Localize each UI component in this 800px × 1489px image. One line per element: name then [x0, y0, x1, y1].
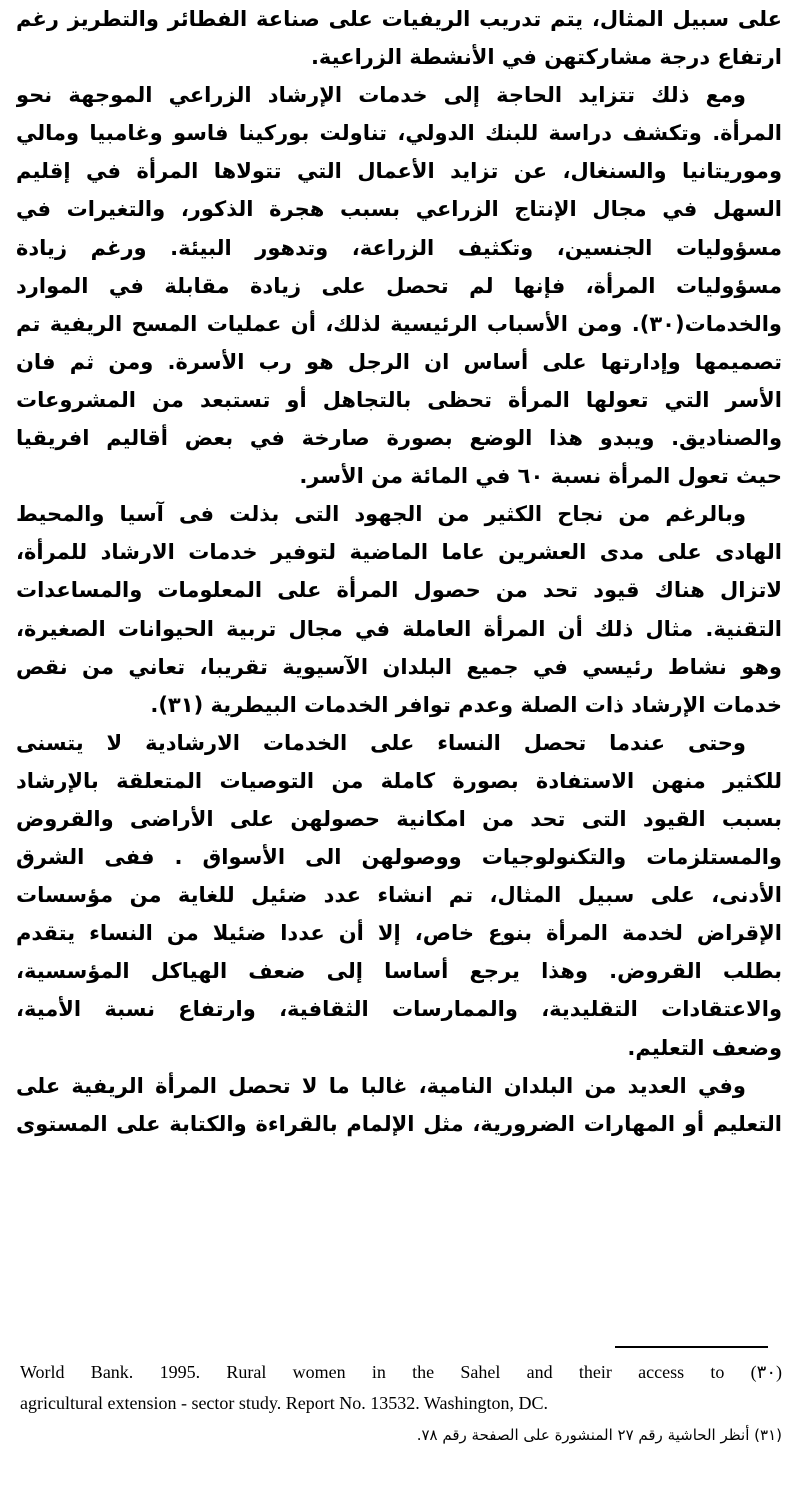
text-line: وموريتانيا والسنغال، عن تزايد الأعمال التي تتولاها المرأة في إقليم — [16, 159, 782, 184]
text-line: السهل في مجال الإنتاج الزراعي بسبب هجرة الذكور، والتغيرات في — [16, 197, 782, 222]
text-line: التعليم أو المهارات الضرورية، مثل الإلمام بالقراءة والكتابة على المستوى — [16, 1111, 782, 1136]
text-line: الأسر التي تعولها المرأة تحظى بالتجاهل أو تستبعد من المشروعات — [16, 387, 782, 412]
text-line: حيث تعول المرأة نسبة ٦٠ في المائة من الأسر. — [299, 464, 782, 489]
body-text — [16, 0, 782, 1143]
footnote-31: (٣١) أنظر الحاشية رقم ٢٧ المنشورة على الصفحة رقم ٧٨. — [416, 1426, 782, 1444]
text-line: الأدنى، على سبيل المثال، تم انشاء عدد ضئيل للغاية من مؤسسات — [16, 883, 782, 908]
text-line: الهادى على مدى العشرين عاما الماضية لتوفير خدمات الارشاد للمرأة، — [16, 540, 782, 565]
text-line: للكثير منهن الاستفادة بصورة كاملة من التوصيات المتعلقة بالإرشاد — [16, 768, 782, 793]
footnote-30-line-2: agricultural extension - sector study. Report No. 13532. Washington, DC. — [20, 1393, 548, 1413]
text-line: والخدمات(٣٠). ومن الأسباب الرئيسية لذلك، أن عمليات المسح الريفية تم — [16, 311, 782, 336]
text-line: وحتى عندما تحصل النساء على الخدمات الارشادية لا يتسنى — [16, 730, 746, 755]
text-line: تصميمها وإدارتها على أساس ان الرجل هو رب الأسرة. ومن ثم فان — [16, 349, 782, 374]
text-line: ومع ذلك تتزايد الحاجة إلى خدمات الإرشاد الزراعي الموجهة نحو — [16, 83, 746, 108]
text-line: والصناديق. ويبدو هذا الوضع بصورة صارخة في بعض أقاليم افريقيا — [16, 426, 782, 451]
text-line: على سبيل المثال، يتم تدريب الريفيات على صناعة الفطائر والتطريز رغم — [16, 7, 782, 31]
text-line: مسؤوليات الجنسين، وتكثيف الزراعة، وتدهور البيئة. ورغم زيادة — [16, 235, 782, 260]
text-line: وبالرغم من نجاح الكثير من الجهود التى بذلت فى آسيا والمحيط — [16, 502, 746, 527]
text-line: وضعف التعليم. — [627, 1035, 782, 1060]
text-line: مسؤوليات المرأة، فإنها لم تحصل على زيادة مقابلة في الموارد — [16, 273, 782, 298]
text-line: وفي العديد من البلدان النامية، غالبا ما لا تحصل المرأة الريفية على — [16, 1073, 746, 1098]
text-line: وهو نشاط رئيسي في جميع البلدان الآسيوية تقريبا، تعاني من نقص — [16, 654, 782, 679]
text-line: التقنية. مثال ذلك أن المرأة العاملة في مجال تربية الحيوانات الصغيرة، — [16, 616, 782, 641]
footnote-divider — [615, 1346, 768, 1348]
text-line: والاعتقادات التقليدية، والممارسات الثقافية، وارتفاع نسبة الأمية، — [16, 997, 782, 1022]
text-line: ارتفاع درجة مشاركتهن في الأنشطة الزراعية. — [310, 45, 782, 70]
text-line: خدمات الإرشاد ذات الصلة وعدم توافر الخدمات البيطرية (٣١). — [150, 692, 782, 717]
text-line: والمستلزمات والتكنولوجيات ووصولهن الى الأسواق . ففى الشرق — [16, 845, 782, 870]
text-line: المرأة. وتكشف دراسة للبنك الدولي، تناولت بوركينا فاسو وغامبيا ومالي — [16, 121, 782, 146]
text-line: بطلب القروض. وهذا يرجع أساسا إلى ضعف الهياكل المؤسسية، — [16, 959, 782, 984]
text-line: بسبب القيود التى تحد من امكانية حصولهن على الأراضى والقروض — [16, 806, 782, 831]
footnote-30-line-1: World Bank. 1995. Rural women in the Sahel and their access to (٣٠) — [20, 1362, 782, 1382]
text-line: الإقراض لخدمة المرأة بنوع خاص، إلا أن عددا ضئيلا من النساء يتقدم — [16, 921, 782, 946]
text-line: لاتزال هناك قيود تحد من حصول المرأة على المعلومات والمساعدات — [16, 578, 782, 603]
